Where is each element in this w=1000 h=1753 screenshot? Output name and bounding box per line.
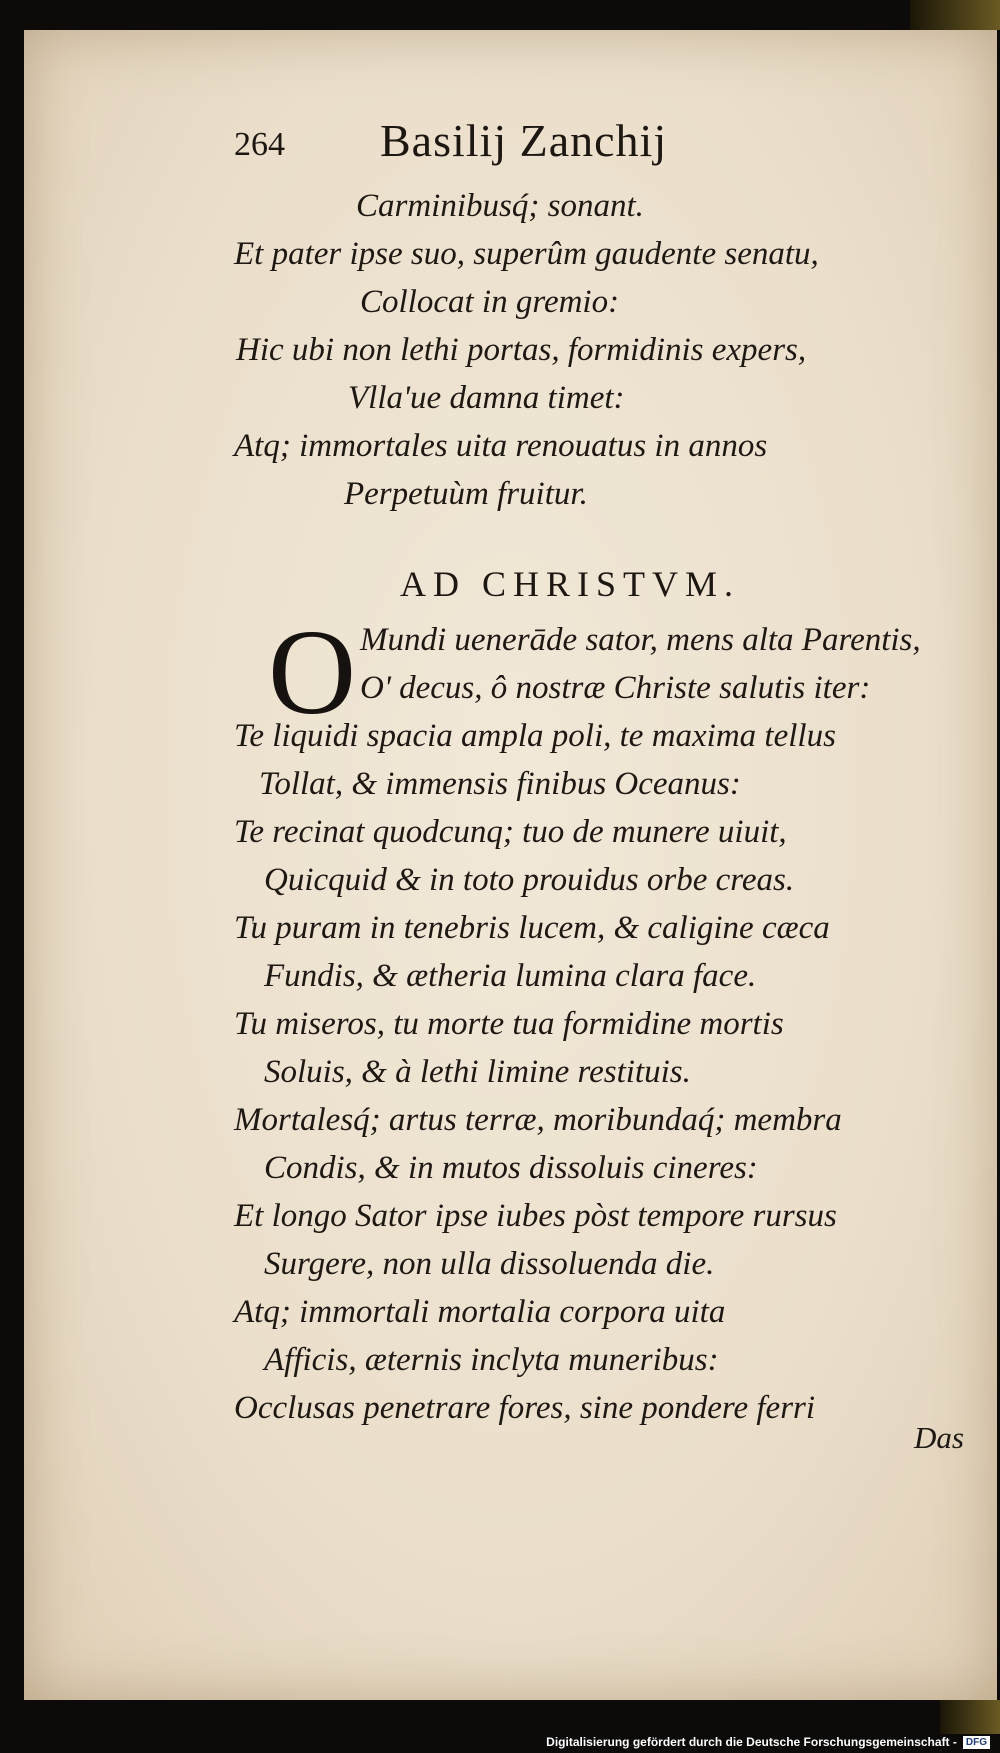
verse-line: Hic ubi non lethi portas, formidinis expers, bbox=[236, 332, 807, 368]
page-number: 264 bbox=[234, 126, 285, 163]
section-title: AD CHRISTVM. bbox=[400, 564, 741, 604]
verse-line: Perpetuùm fruitur. bbox=[344, 476, 588, 512]
verse-line: Tu puram in tenebris lucem, & caligine cæca bbox=[234, 910, 830, 946]
verse-line: Tu miseros, tu morte tua formidine mortis bbox=[234, 1006, 784, 1042]
verse-line: Collocat in gremio: bbox=[360, 284, 620, 320]
catchword: Das bbox=[914, 1420, 964, 1455]
digitization-note: Digitalisierung gefördert durch die Deutsche Forschungsgemeinschaft - bbox=[546, 1735, 957, 1749]
verse-line: Atq; immortali mortalia corpora uita bbox=[234, 1294, 726, 1330]
verse-line: Et pater ipse suo, superûm gaudente senatu, bbox=[234, 236, 819, 272]
verse-line: Tollat, & immensis finibus Oceanus: bbox=[259, 766, 741, 802]
book-page bbox=[24, 30, 997, 1700]
verse-line: Occlusas penetrare fores, sine pondere ferri bbox=[234, 1390, 816, 1426]
verse-line: Et longo Sator ipse iubes pòst tempore rursus bbox=[234, 1198, 837, 1234]
verse-line: Te recinat quodcunq; tuo de munere uiuit, bbox=[234, 814, 787, 850]
verse-line: Mortalesq́; artus terræ, moribundaq́; membra bbox=[234, 1102, 842, 1138]
verse-line: O' decus, ô nostræ Christe salutis iter: bbox=[360, 670, 871, 706]
dfg-logo-icon: DFG bbox=[963, 1736, 990, 1749]
verse-line: Vlla'ue damna timet: bbox=[348, 380, 625, 416]
page-header bbox=[234, 114, 754, 184]
digitization-footer bbox=[546, 1735, 990, 1749]
verse-line: Afficis, æternis inclyta muneribus: bbox=[264, 1342, 719, 1378]
verse-line: Soluis, & à lethi limine restituis. bbox=[264, 1054, 691, 1090]
verse-line: Fundis, & ætheria lumina clara face. bbox=[264, 958, 757, 994]
drop-cap: O bbox=[268, 605, 357, 740]
verse-line: Surgere, non ulla dissoluenda die. bbox=[264, 1246, 715, 1282]
verse-line: Te liquidi spacia ampla poli, te maxima tellus bbox=[234, 718, 836, 754]
book-cover-edge bbox=[940, 1700, 1000, 1734]
verse-line: Carminibusq́; sonant. bbox=[356, 188, 644, 224]
verse-line: Mundi uenerāde sator, mens alta Parentis, bbox=[360, 622, 921, 658]
book-cover-edge bbox=[910, 0, 1000, 30]
running-head: Basilij Zanchij bbox=[380, 115, 668, 166]
verse-line: Atq; immortales uita renouatus in annos bbox=[234, 428, 768, 464]
verse-line: Condis, & in mutos dissoluis cineres: bbox=[264, 1150, 758, 1186]
verse-line: Quicquid & in toto prouidus orbe creas. bbox=[264, 862, 795, 898]
